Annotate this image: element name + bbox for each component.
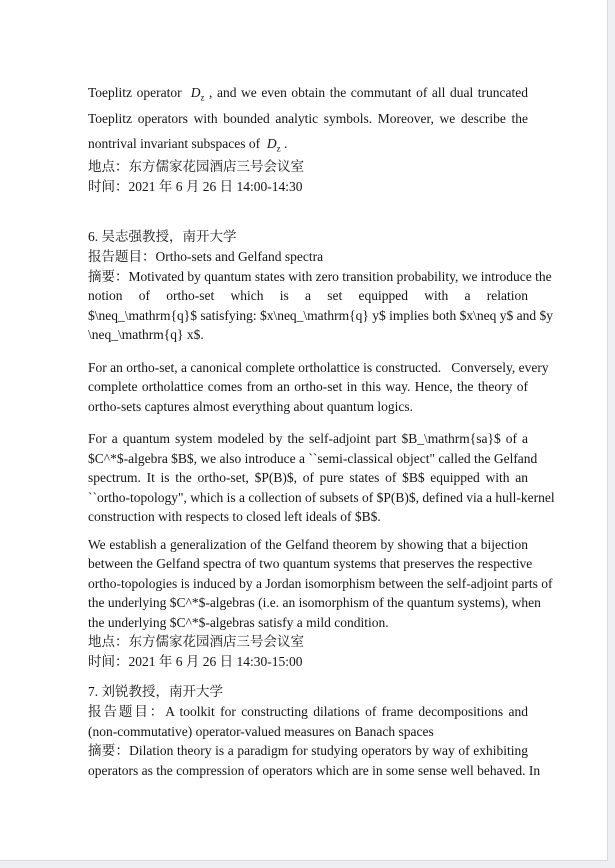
talk6-abstract-paragraph-3 xyxy=(88,429,555,527)
talk5-time-line: 时间：2021 年 6 月 26 日 14:00-14:30 xyxy=(88,178,303,194)
text-line: operators as the compression of operators which are in some sense well behaved. In xyxy=(88,762,541,778)
text-line: ortho-topologies is induced by a Jordan isomorphism between the self-adjoint parts of xyxy=(88,575,553,591)
math-D-operator: $D_z$ xyxy=(266,136,281,154)
math-D-operator: $D_z$ xyxy=(190,85,205,103)
spacer xyxy=(88,672,528,682)
spacer xyxy=(88,416,528,429)
text-line: nontrival invariant subspaces of $D_z$ . xyxy=(88,136,288,154)
text-line: \neq_\mathrm{q} x$. xyxy=(88,327,204,342)
talk7-abstract-paragraph xyxy=(88,741,541,780)
talk7-title-paragraph xyxy=(88,702,528,741)
text-line: (non-commutative) operator-valued measures on Banach spaces xyxy=(88,723,434,739)
text-line: 报告题目：A toolkit for constructing dilations of frame decompositions and xyxy=(88,704,528,719)
text-line: between the Gelfand spectra of two quantum systems that preserves the respective xyxy=(88,556,533,571)
text-line: notion of ortho-set which is a set equipped with a relation xyxy=(88,288,528,303)
talk6-abstract-paragraph-2 xyxy=(88,358,549,417)
talk6-abstract-paragraph-1 xyxy=(88,267,553,345)
talk5-venue-line: 地点：东方儒家花园酒店三号会议室 xyxy=(88,158,304,174)
talk6-title-line: 报告题目：Ortho-sets and Gelfand spectra xyxy=(88,248,324,264)
talk7-heading: 7. 刘锐教授，南开大学 xyxy=(88,684,223,699)
page-content xyxy=(88,80,555,780)
text-line: the underlying $C^*$-algebras (i.e. an isomorphism of the quantum systems), when xyxy=(88,595,541,610)
text-line: 摘要：Motivated by quantum states with zero transition probability, we introduce the xyxy=(88,268,552,284)
text-line: construction with respects to closed left ideals of $B$. xyxy=(88,509,381,524)
text-line: ``ortho-topology", which is a collection of subsets of $P(B)$, defined via a hull-kernel xyxy=(88,489,555,505)
text-line: the underlying $C^*$-algebras satisfy a mild condition. xyxy=(88,614,389,630)
spacer xyxy=(88,345,528,358)
text-line: For an ortho-set, a canonical complete ortholattice is constructed. Conversely, every xyxy=(88,359,549,375)
spacer xyxy=(88,197,528,227)
spacer xyxy=(88,527,528,535)
text-line: Toeplitz operators with bounded analytic symbols. Moreover, we describe the xyxy=(88,110,528,126)
talk6-venue-line: 地点：东方儒家花园酒店三号会议室 xyxy=(88,634,304,649)
talk6-time-line: 时间：2021 年 6 月 26 日 14:30-15:00 xyxy=(88,654,303,669)
text-line: 摘要：Dilation theory is a paradigm for studying operators by way of exhibiting xyxy=(88,743,528,758)
text-line: spectrum. It is the ortho-set, $P(B)$, of pure states of $B$ equipped with an xyxy=(88,470,528,485)
text-line: Toeplitz operator $D_z$ , and we even obtain the commutant of all dual truncated xyxy=(88,85,529,103)
talk6-abstract-paragraph-4 xyxy=(88,535,553,633)
text-line: ortho-sets captures almost everything about quantum logics. xyxy=(88,398,414,414)
text-line: $C^*$-algebra $B$, we also introduce a ``semi-classical object" called the Gelfand xyxy=(88,450,538,466)
text-line: complete ortholattice comes from an ortho-set in this way. Hence, the theory of xyxy=(88,379,528,394)
text-line: $\neq_\mathrm{q}$ satisfying: $x\neq_\mathrm{q} y$ implies both $x\neq y$ and $y xyxy=(88,307,553,323)
text-line: For a quantum system modeled by the self-adjoint part $B_\mathrm{sa}$ of a xyxy=(88,431,528,446)
talk5-abstract-end-paragraph xyxy=(88,80,528,157)
talk6-heading: 6. 吴志强教授，南开大学 xyxy=(88,228,237,244)
text-line: We establish a generalization of the Gelfand theorem by showing that a bijection xyxy=(88,536,528,552)
